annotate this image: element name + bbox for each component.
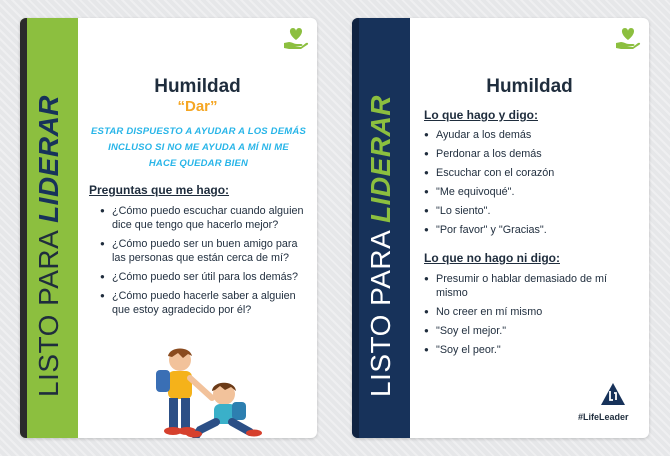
- do-list: [424, 128, 634, 242]
- dont-heading: Lo que no hago ni digo:: [424, 251, 560, 265]
- questions-heading: Preguntas que me hago:: [89, 183, 230, 197]
- list-item: ● ¿Cómo puedo hacerle saber a alguien que estoy agradecido por él?: [100, 289, 305, 317]
- kids-illustration: [128, 346, 268, 438]
- vertical-title-thin: LISTO PARA: [365, 222, 396, 398]
- heart-hand-icon: [283, 26, 309, 50]
- quote: [86, 124, 311, 172]
- vertical-title-thin: LISTO PARA: [33, 222, 64, 398]
- card-title: Humildad: [486, 76, 573, 97]
- lifeschool-logo-icon: [600, 382, 626, 408]
- side-band-edge: [20, 18, 27, 438]
- list-item: ● "Soy el mejor.": [424, 324, 634, 338]
- vertical-title-bold: LIDERAR: [365, 94, 396, 223]
- card-subtitle: “Dar”: [177, 98, 218, 115]
- quote-line: HACE QUEDAR BIEN: [148, 158, 249, 169]
- hashtag: #LifeLeader: [578, 412, 629, 422]
- list-item: ● "Me equivoqué".: [424, 185, 634, 199]
- list-item: ● "Por favor" y "Gracias".: [424, 223, 634, 237]
- list-item: ● No creer en mí mismo: [424, 305, 634, 319]
- list-item: ● Presumir o hablar demasiado de mí mismo: [424, 272, 634, 300]
- heart-hand-icon: [615, 26, 641, 50]
- list-item: ● ¿Cómo puedo ser útil para los demás?: [100, 270, 305, 284]
- quote-line: ESTAR DISPUESTO A AYUDAR A LOS DEMÁS: [91, 126, 306, 137]
- list-item: ● Ayudar a los demás: [424, 128, 634, 142]
- card-left: [20, 18, 317, 438]
- side-band-edge: [352, 18, 359, 438]
- list-item: ● Perdonar a los demás: [424, 147, 634, 161]
- card-right: [352, 18, 649, 438]
- list-item: ● Escuchar con el corazón: [424, 166, 634, 180]
- dont-list: [424, 272, 634, 362]
- do-heading: Lo que hago y digo:: [424, 108, 538, 122]
- list-item: ● "Soy el peor.": [424, 343, 634, 357]
- list-item: ● "Lo siento".: [424, 204, 634, 218]
- list-item: ● ¿Cómo puedo escuchar cuando alguien dice que tengo que hacerlo mejor?: [100, 204, 305, 232]
- questions-list: [100, 204, 305, 322]
- quote-line: INCLUSO SI NO ME AYUDA A MÍ NI ME: [108, 142, 289, 153]
- vertical-title: [365, 95, 397, 397]
- vertical-title: [33, 95, 65, 397]
- list-item: ● ¿Cómo puedo ser un buen amigo para las personas que están cerca de mí?: [100, 237, 305, 265]
- vertical-title-bold: LIDERAR: [33, 94, 64, 223]
- card-title: Humildad: [154, 76, 241, 97]
